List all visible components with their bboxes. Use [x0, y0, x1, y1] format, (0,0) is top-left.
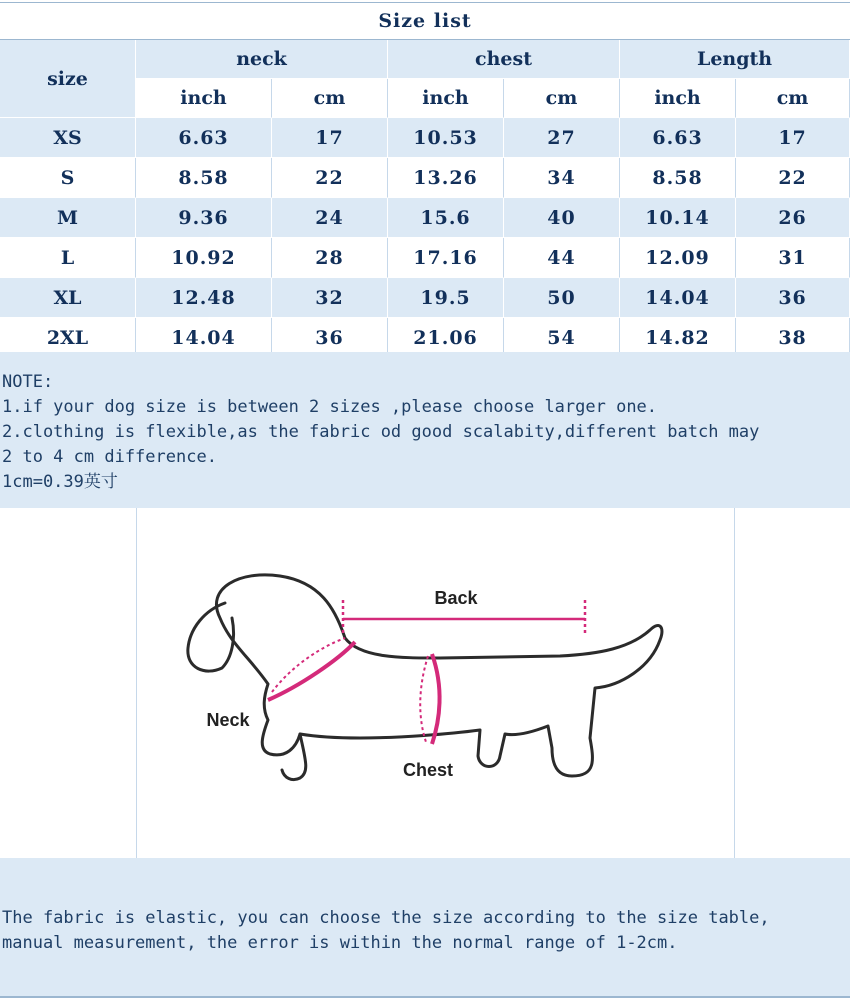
unit-header: cm — [272, 79, 388, 118]
footer-line: The fabric is elastic, you can choose the size according to the size table, — [2, 908, 770, 928]
table-cell: 27 — [504, 118, 620, 158]
table-cell: 31 — [736, 238, 850, 278]
table-cell: 14.82 — [620, 318, 736, 358]
neck-label: Neck — [206, 710, 250, 730]
table-row — [0, 278, 850, 318]
dog-ear — [188, 603, 234, 671]
table-cell: 22 — [272, 158, 388, 198]
table-row — [0, 198, 850, 238]
unit-header: cm — [736, 79, 850, 118]
table-cell: 15.6 — [388, 198, 504, 238]
chest-measure — [420, 654, 439, 744]
table-cell: 14.04 — [620, 278, 736, 318]
table-cell: 40 — [504, 198, 620, 238]
table-cell: 10.14 — [620, 198, 736, 238]
notes-section — [0, 352, 850, 508]
table-row — [0, 118, 850, 158]
table-cell: 9.36 — [136, 198, 272, 238]
note-line: 1cm=0.39英寸 — [2, 472, 118, 492]
dog-front-leg — [282, 734, 306, 780]
table-cell: 34 — [504, 158, 620, 198]
size-label: S — [0, 158, 136, 198]
size-label: L — [0, 238, 136, 278]
table-cell: 22 — [736, 158, 850, 198]
table-cell: 17 — [736, 118, 850, 158]
unit-header: inch — [136, 79, 272, 118]
table-cell: 21.06 — [388, 318, 504, 358]
size-label: 2XL — [0, 318, 136, 358]
page-title: Size list — [0, 2, 850, 40]
table-cell: 10.92 — [136, 238, 272, 278]
unit-header: inch — [388, 79, 504, 118]
back-label: Back — [434, 588, 478, 608]
table-cell: 36 — [272, 318, 388, 358]
note-line: 2 to 4 cm difference. — [2, 447, 217, 467]
unit-header: inch — [620, 79, 736, 118]
table-cell: 13.26 — [388, 158, 504, 198]
footer-line: manual measurement, the error is within the normal range of 1-2cm. — [2, 933, 678, 953]
group-header-neck: neck — [136, 40, 388, 79]
table-row — [0, 158, 850, 198]
table-cell: 36 — [736, 278, 850, 318]
dog-illustration — [0, 508, 850, 858]
table-cell: 38 — [736, 318, 850, 358]
footer-note — [0, 858, 850, 998]
note-heading: NOTE: — [2, 372, 54, 392]
table-cell: 54 — [504, 318, 620, 358]
table-cell: 8.58 — [136, 158, 272, 198]
note-line: 1.if your dog size is between 2 sizes ,please choose larger one. — [2, 397, 658, 417]
table-cell: 24 — [272, 198, 388, 238]
table-cell: 14.04 — [136, 318, 272, 358]
size-label: XS — [0, 118, 136, 158]
table-cell: 12.09 — [620, 238, 736, 278]
neck-measure — [268, 638, 355, 700]
size-label: M — [0, 198, 136, 238]
table-cell: 6.63 — [620, 118, 736, 158]
table-cell: 6.63 — [136, 118, 272, 158]
table-cell: 26 — [736, 198, 850, 238]
size-column-header: size — [0, 40, 136, 118]
group-header-length: Length — [620, 40, 850, 79]
table-cell: 50 — [504, 278, 620, 318]
table-cell: 12.48 — [136, 278, 272, 318]
size-table — [0, 40, 850, 358]
table-cell: 17 — [272, 118, 388, 158]
table-cell: 44 — [504, 238, 620, 278]
table-cell: 8.58 — [620, 158, 736, 198]
unit-header: cm — [504, 79, 620, 118]
measurement-diagram — [0, 508, 850, 858]
chest-label: Chest — [402, 760, 454, 780]
table-row — [0, 238, 850, 278]
group-header-chest: chest — [388, 40, 620, 79]
table-cell: 28 — [272, 238, 388, 278]
note-line: 2.clothing is flexible,as the fabric od good scalabity,different batch may — [2, 422, 760, 442]
table-cell: 10.53 — [388, 118, 504, 158]
size-label: XL — [0, 278, 136, 318]
table-cell: 32 — [272, 278, 388, 318]
table-cell: 19.5 — [388, 278, 504, 318]
table-cell: 17.16 — [388, 238, 504, 278]
